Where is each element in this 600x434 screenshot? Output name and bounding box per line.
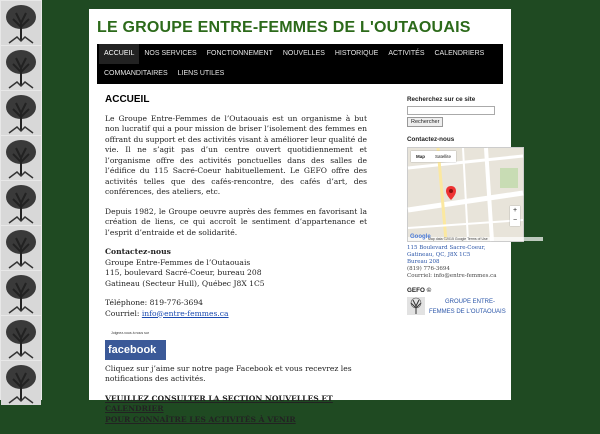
nav-item-calendriers[interactable]: CALENDRIERS xyxy=(434,50,485,57)
map-pin-icon[interactable] xyxy=(446,186,456,200)
tree-icon xyxy=(1,1,41,45)
search-input[interactable] xyxy=(407,106,495,115)
tree-pattern-strip xyxy=(0,0,42,400)
phone-email-block xyxy=(105,298,367,319)
tree-icon xyxy=(1,316,41,360)
nav-item-nouvelles[interactable]: NOUVELLES xyxy=(282,50,325,57)
gefo-link-line-2[interactable]: FEMMES DE L'OUTAOUAIS xyxy=(429,309,506,315)
page-container xyxy=(89,9,518,424)
contact-street: 115, boulevard Sacré-Coeur, bureau 208 xyxy=(105,268,262,277)
map-type-tabs xyxy=(411,151,456,162)
gefo-widget[interactable] xyxy=(407,297,507,317)
nav-item-fonctionnement[interactable]: FONCTIONNEMENT xyxy=(206,50,273,57)
tree-icon xyxy=(1,136,41,180)
notice-line-1[interactable]: VEUILLEZ CONSULTER LA SECTION NOUVELLES ET CALENDRIER xyxy=(105,393,333,413)
map-footer: Map data ©2015 Google Terms of Use xyxy=(408,237,543,241)
search-button[interactable]: Rechercher xyxy=(407,117,443,127)
tree-icon xyxy=(1,181,41,225)
main-content xyxy=(105,95,367,434)
gefo-thumbnail xyxy=(407,297,425,315)
contact-heading: Contactez-nous xyxy=(105,247,171,256)
nav-item-nos-services[interactable]: NOS SERVICES xyxy=(144,50,197,57)
gefo-title: GEFO © xyxy=(407,287,432,294)
tree-icon xyxy=(1,226,41,270)
sidebar-address xyxy=(407,245,507,280)
contact-block xyxy=(105,247,367,289)
map-tab-map[interactable]: Map xyxy=(416,154,425,159)
main-navigation xyxy=(97,44,503,84)
contact-title: Contactez-nous xyxy=(407,136,455,143)
tree-icon xyxy=(1,91,41,135)
map-tab-satellite[interactable]: Satellite xyxy=(435,154,452,159)
facebook-join-text: Joignez-vous à nous sur xyxy=(111,331,149,335)
zoom-in-button[interactable]: + xyxy=(512,207,518,214)
google-map[interactable] xyxy=(407,147,524,242)
nav-item-liens-utiles[interactable]: LIENS UTILES xyxy=(177,70,225,77)
address-phone: (819) 776-3694 xyxy=(407,266,450,272)
notice-line-2[interactable]: POUR CONNAÎTRE LES ACTIVITÉS À VENIR xyxy=(105,414,296,424)
nav-item-activit-s[interactable]: ACTIVITÉS xyxy=(388,50,425,57)
address-line-3[interactable]: Bureau 208 xyxy=(407,259,440,265)
email-link[interactable]: info@entre-femmes.ca xyxy=(141,308,229,318)
zoom-out-button[interactable]: − xyxy=(512,217,518,224)
page-heading: ACCUEIL xyxy=(105,94,150,105)
facebook-logo[interactable]: facebook xyxy=(105,340,166,360)
address-email: Courriel: info@entre-femmes.ca xyxy=(407,273,497,279)
contact-city: Gatineau (Secteur Hull), Québec J8X 1C5 xyxy=(105,278,265,288)
notice-block xyxy=(105,394,367,426)
site-title[interactable]: LE GROUPE ENTRE-FEMMES DE L'OUTAOUAIS xyxy=(97,19,471,36)
facebook-text: Cliquez sur j’aime sur notre page Facebook et vous recevrez les notifications des activités. xyxy=(105,363,352,383)
tree-icon xyxy=(1,46,41,90)
nav-item-commanditaires[interactable]: COMMANDITAIRES xyxy=(104,70,168,77)
history-paragraph: Depuis 1982, le Groupe oeuvre auprès des femmes en favorisant la création de liens, ce qui accroît le sentiment d’appartenance et l’esprit d’entraide et de solidarité. xyxy=(105,206,367,237)
address-line-2[interactable]: Gatineau, QC, J8X 1C5 xyxy=(407,252,471,258)
nav-item-accueil[interactable]: ACCUEIL xyxy=(99,44,139,64)
address-line-1[interactable]: 115 Boulevard Sacre-Coeur, xyxy=(407,245,486,251)
search-title: Recherchez sur ce site xyxy=(407,96,476,103)
nav-item-historique[interactable]: HISTORIQUE xyxy=(334,50,379,57)
map-zoom-controls xyxy=(510,206,520,226)
sidebar xyxy=(407,96,518,317)
tree-icon xyxy=(1,361,41,405)
gefo-link[interactable] xyxy=(429,297,506,317)
email-label: Courriel: xyxy=(105,308,142,318)
facebook-badge[interactable] xyxy=(105,328,367,360)
gefo-link-line-1[interactable]: GROUPE ENTRE- xyxy=(445,299,496,305)
tree-icon xyxy=(1,271,41,315)
phone-text: Téléphone: 819-776-3694 xyxy=(105,298,204,307)
google-logo: Google xyxy=(410,234,431,240)
intro-paragraph: Le Groupe Entre-Femmes de l’Outaouais est un organisme à but non lucratif qui a pour mission de briser l’isolement des femmes en offrant du support et des activités visant à améliorer leur qualité de vie. Il ne s’agit pas d’un centre ouvert quotidiennement et l’organisme offre des activités ponctuelles dans des salles de l’édifice du 115 Sacré-Coeur habituellement. Le GEFO offre des activités telles que des cafés-rencontre, des cafés d’art, des conférences, des ateliers, etc. xyxy=(105,113,367,196)
contact-org: Groupe Entre-Femmes de l’Outaouais xyxy=(105,257,251,267)
